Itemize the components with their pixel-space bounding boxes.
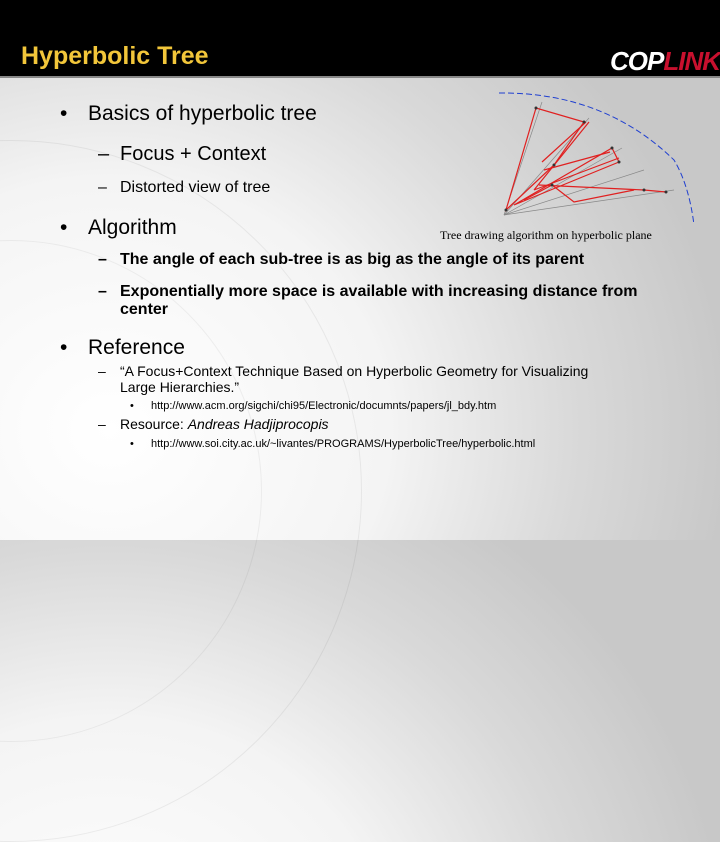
figure-caption: Tree drawing algorithm on hyperbolic plane <box>440 228 652 242</box>
bullet-algorithm: Algorithm <box>88 216 177 239</box>
reference-paper-url[interactable]: http://www.acm.org/sigchi/chi95/Electronic/documnts/papers/jl_bdy.htm <box>151 400 497 412</box>
resource-author: Andreas Hadjiprocopis <box>187 416 329 432</box>
coplink-logo <box>610 46 720 77</box>
reference-paper-line2: Large Hierarchies.” <box>120 379 240 395</box>
hyperbolic-plane-boundary <box>499 93 694 225</box>
bullet-space-line2: center <box>120 301 169 318</box>
bullet-dot: • <box>130 400 134 412</box>
bullet-dot: • <box>60 102 68 125</box>
bullet-subtree-angle: The angle of each sub-tree is as big as the angle of its parent <box>120 251 585 268</box>
title-divider <box>0 76 720 78</box>
logo-prefix: COP <box>610 46 664 76</box>
title-bar <box>0 0 720 76</box>
reference-paper-line1: “A Focus+Context Technique Based on Hyperbolic Geometry for Visualizing <box>120 363 589 379</box>
bullet-dot: • <box>60 216 68 239</box>
bullet-dot: • <box>130 438 134 450</box>
reference-resource-url[interactable]: http://www.soi.city.ac.uk/~livantes/PROGRAMS/HyperbolicTree/hyperbolic.html <box>151 438 536 450</box>
resource-label: Resource: <box>120 416 188 432</box>
bullet-dash: – <box>98 363 106 379</box>
hyperbolic-tree-diagram <box>494 90 694 225</box>
bullet-dash: – <box>98 179 107 196</box>
bullet-dash: – <box>98 143 110 165</box>
slide-title: Hyperbolic Tree <box>21 42 209 70</box>
logo-suffix: LINK <box>663 46 720 76</box>
bullet-distorted-view: Distorted view of tree <box>120 179 271 196</box>
bullet-focus-context: Focus + Context <box>120 143 267 165</box>
reference-resource <box>120 416 329 432</box>
bullet-space-line1: Exponentially more space is available with increasing distance from <box>120 283 638 300</box>
bullet-reference: Reference <box>88 336 185 359</box>
bullet-basics: Basics of hyperbolic tree <box>88 102 317 125</box>
bullet-dash: – <box>98 416 106 432</box>
bullet-dash: – <box>98 251 107 268</box>
bullet-dot: • <box>60 336 68 359</box>
bullet-dash: – <box>98 283 107 300</box>
